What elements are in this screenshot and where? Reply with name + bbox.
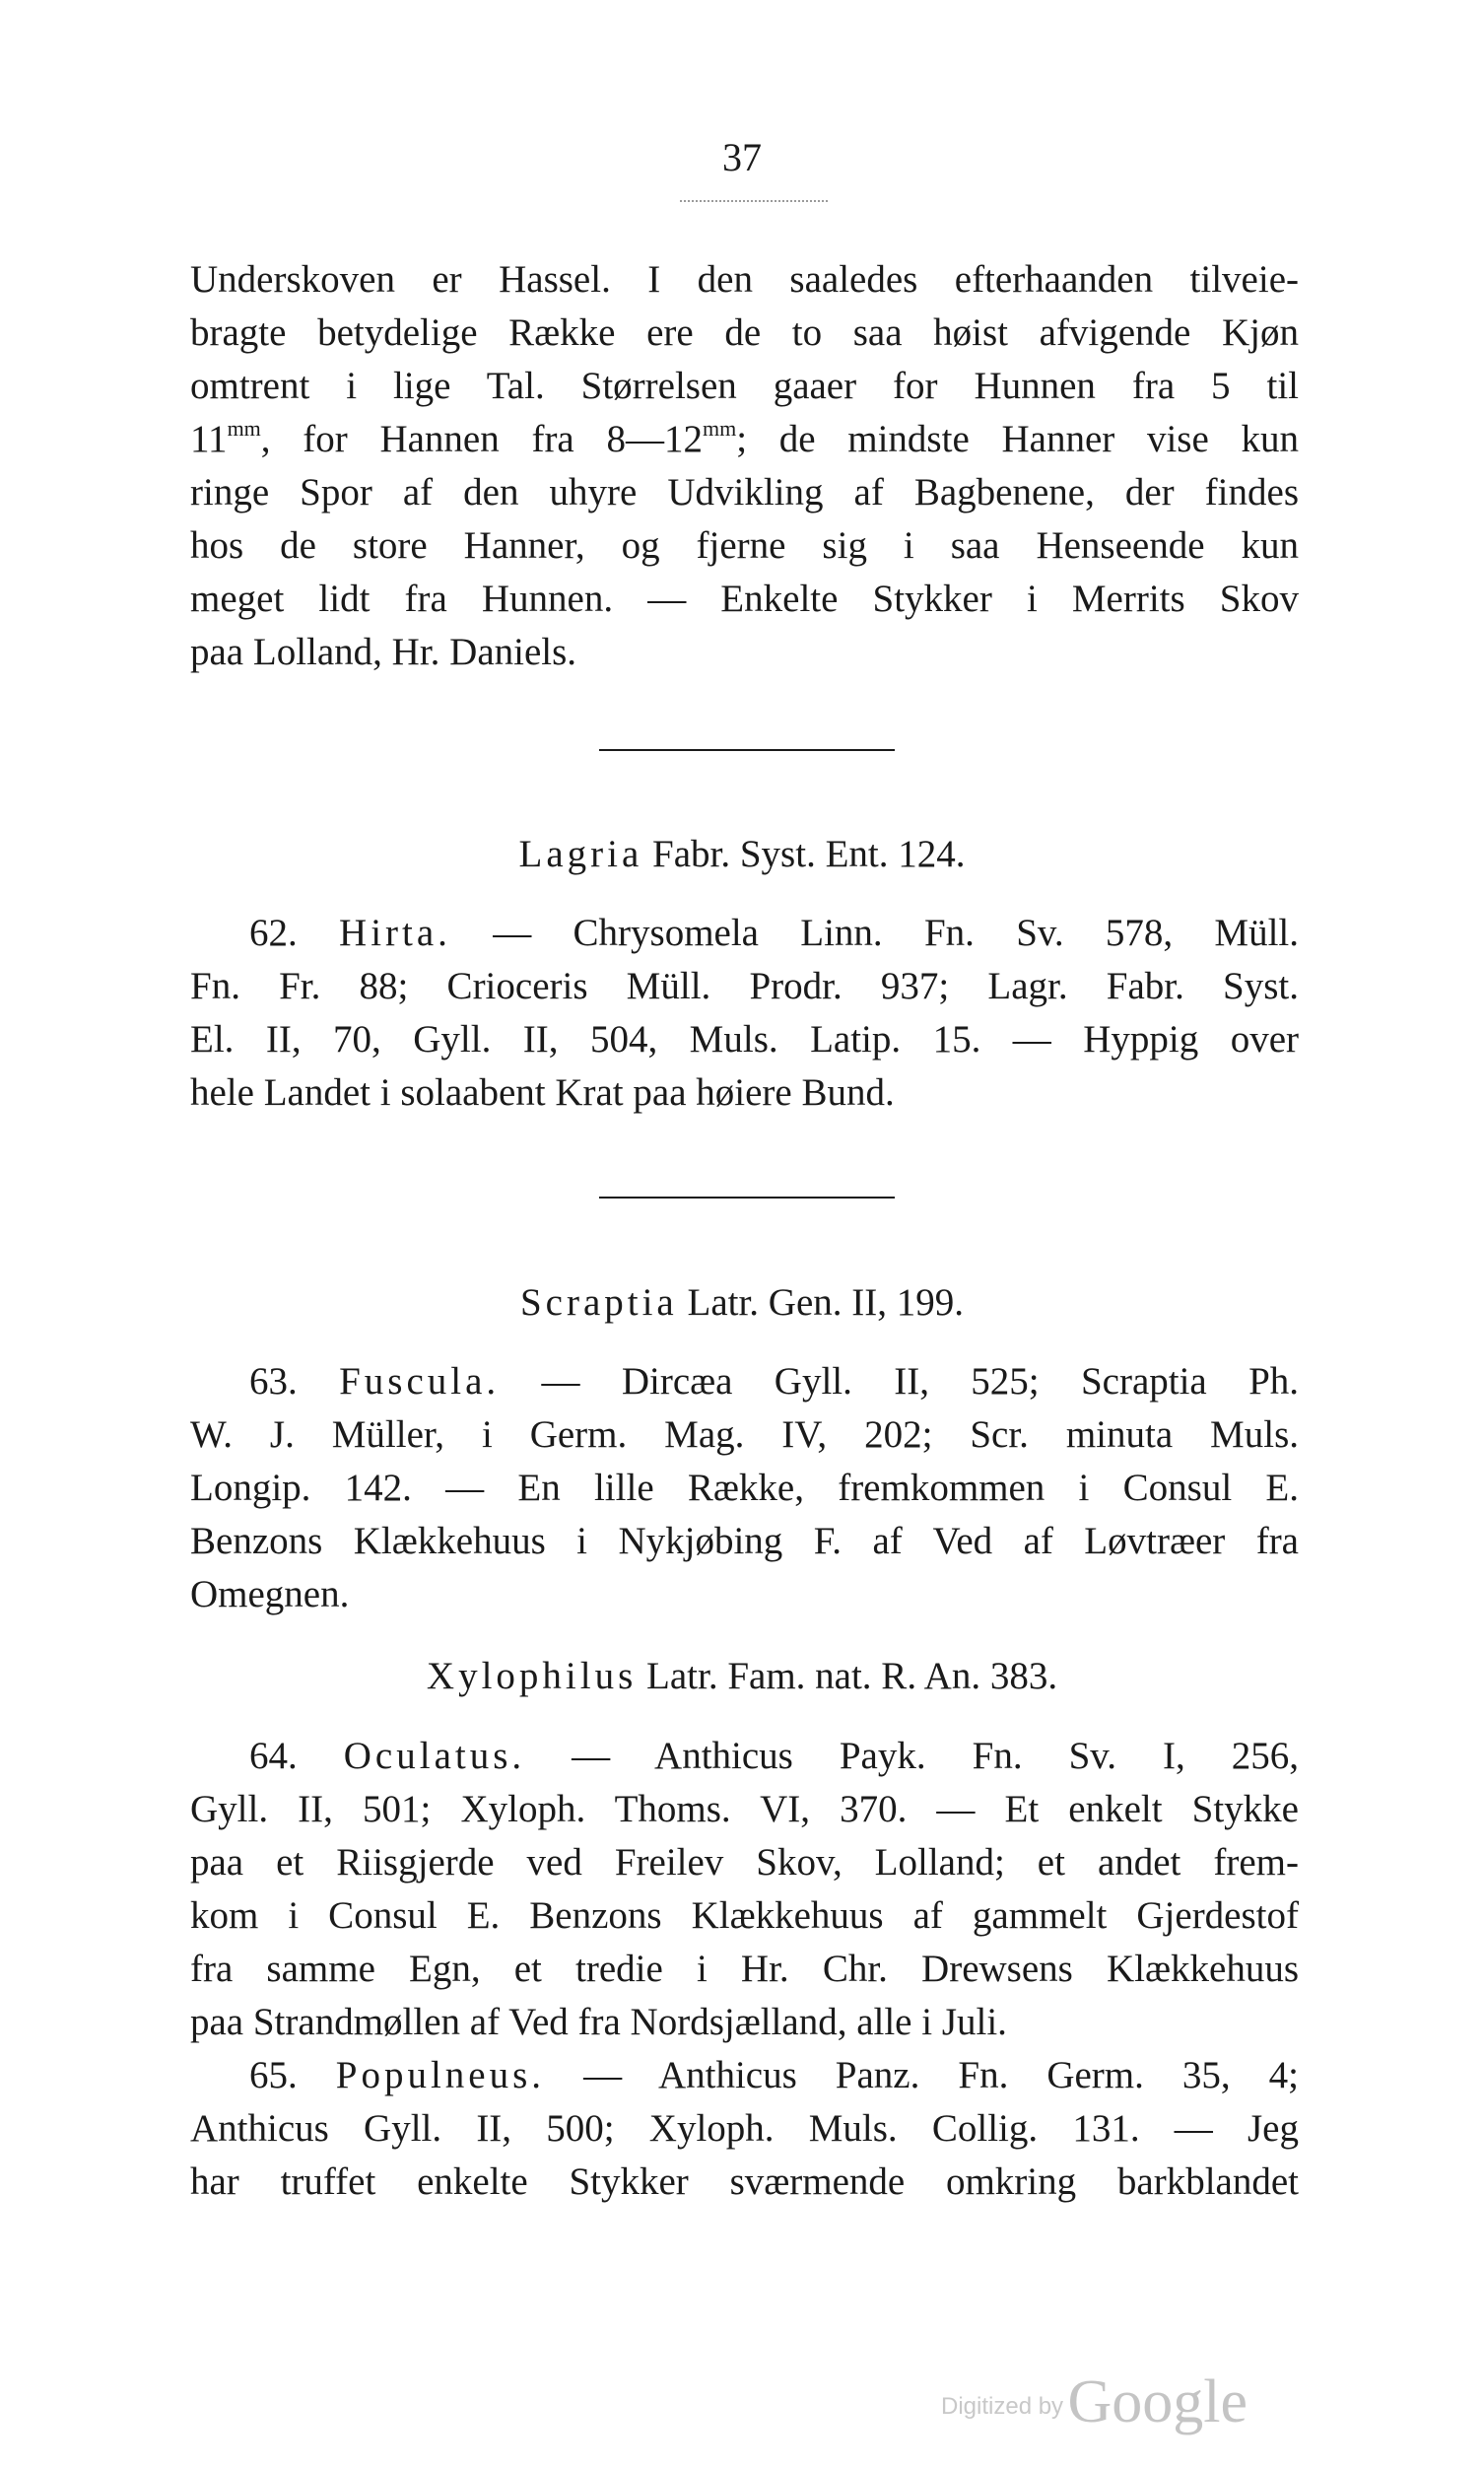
page-number: 37 xyxy=(722,135,762,179)
text-line: paa et Riisgjerde ved Freilev Skov, Lolland; et andet frem- xyxy=(190,1841,1299,1884)
text-line: El. II, 70, Gyll. II, 504, Muls. Latip. 15. — Hyppig over xyxy=(190,1018,1299,1061)
text-line xyxy=(190,2049,1299,2102)
entry-number: 64. xyxy=(249,1735,298,1777)
section-divider xyxy=(599,749,895,751)
digitized-label: Digitized by xyxy=(941,2393,1064,2420)
genus-reference: Latr. Fam. nat. R. An. 383. xyxy=(637,1655,1058,1697)
text-line: Fn. Fr. 88; Crioceris Müll. Prodr. 937; Lagr. Fabr. Syst. xyxy=(190,965,1299,1007)
text-line xyxy=(190,1730,1299,1783)
text-fragment: — Anthicus Panz. Fn. Germ. 35, 4; xyxy=(583,2054,1300,2096)
text-line: omtrent i lige Tal. Størrelsen gaaer for Hunnen fra 5 til xyxy=(190,365,1299,407)
entry-number: 65. xyxy=(249,2054,298,2096)
text-line: meget lidt fra Hunnen. — Enkelte Stykker i Merrits Skov xyxy=(190,578,1299,620)
text-line xyxy=(190,1355,1299,1408)
entry-64 xyxy=(190,1730,1299,2049)
text-line: Omegnen. xyxy=(190,1573,350,1615)
superscript: mm xyxy=(227,416,261,441)
genus-heading-xylophilus xyxy=(0,1650,1484,1703)
text-line: paa Strandmøllen af Ved fra Nordsjælland, alle i Juli. xyxy=(190,2001,1007,2043)
section-divider xyxy=(599,1197,895,1199)
genus-name: Scraptia xyxy=(519,1281,678,1324)
text-line: paa Lolland, Hr. Daniels. xyxy=(190,631,577,673)
text-line: ringe Spor af den uhyre Udvikling af Bagbenene, der findes xyxy=(190,471,1299,514)
text-line: kom i Consul E. Benzons Klækkehuus af gammelt Gjerdestof xyxy=(190,1894,1299,1937)
entry-number: 63. xyxy=(249,1360,298,1403)
google-watermark xyxy=(941,2367,1248,2437)
text-fragment: — Anthicus Payk. Fn. Sv. I, 256, xyxy=(572,1735,1299,1777)
genus-name: Xylophilus xyxy=(426,1655,638,1697)
text-fragment: , for Hannen fra 8—12 xyxy=(260,418,703,460)
genus-heading-lagria xyxy=(0,828,1484,881)
text-line: bragte betydelige Række ere de to saa høist afvigende Kjøn xyxy=(190,311,1299,354)
species-name: Hirta. xyxy=(339,912,451,954)
text-line: Underskoven er Hassel. I den saaledes efterhaanden tilveie- xyxy=(190,258,1299,301)
genus-heading-scraptia xyxy=(0,1276,1484,1330)
text-line: fra samme Egn, et tredie i Hr. Chr. Drewsens Klækkehuus xyxy=(190,1948,1299,1990)
text-fragment: ; de mindste Hanner vise kun xyxy=(736,418,1299,460)
genus-reference: Latr. Gen. II, 199. xyxy=(677,1281,965,1324)
superscript: mm xyxy=(702,416,737,441)
text-fragment: — Dircæa Gyll. II, 525; Scraptia Ph. xyxy=(541,1360,1300,1403)
text-line: W. J. Müller, i Germ. Mag. IV, 202; Scr. minuta Muls. xyxy=(190,1413,1299,1456)
text-fragment: 11 xyxy=(190,418,228,460)
text-line xyxy=(190,907,1299,960)
entry-65 xyxy=(190,2049,1299,2209)
text-line xyxy=(190,413,1299,466)
text-line: hele Landet i solaabent Krat paa høiere Bund. xyxy=(190,1071,895,1114)
species-name: Oculatus. xyxy=(343,1735,526,1777)
genus-name: Lagria xyxy=(518,833,643,875)
entry-63 xyxy=(190,1355,1299,1621)
text-line: Benzons Klækkehuus i Nykjøbing F. af Ved af Løvtræer fra xyxy=(190,1520,1299,1562)
text-line: Longip. 142. — En lille Række, fremkommen i Consul E. xyxy=(190,1467,1299,1509)
text-line: hos de store Hanner, og fjerne sig i saa Henseende kun xyxy=(190,524,1299,567)
text-fragment: — Chrysomela Linn. Fn. Sv. 578, Müll. xyxy=(493,912,1300,954)
page-number-rule xyxy=(680,200,828,202)
paragraph-hassel xyxy=(190,253,1299,679)
entry-62 xyxy=(190,907,1299,1120)
species-name: Fuscula. xyxy=(339,1360,501,1403)
text-line: Anthicus Gyll. II, 500; Xyloph. Muls. Collig. 131. — Jeg xyxy=(190,2107,1299,2150)
species-name: Populneus. xyxy=(335,2054,546,2096)
genus-reference: Fabr. Syst. Ent. 124. xyxy=(642,833,966,875)
entry-number: 62. xyxy=(249,912,298,954)
text-line: har truffet enkelte Stykker sværmende omkring barkblandet xyxy=(190,2160,1299,2203)
text-line: Gyll. II, 501; Xyloph. Thoms. VI, 370. — Et enkelt Stykke xyxy=(190,1788,1299,1830)
google-logo: Google xyxy=(1067,2368,1248,2435)
